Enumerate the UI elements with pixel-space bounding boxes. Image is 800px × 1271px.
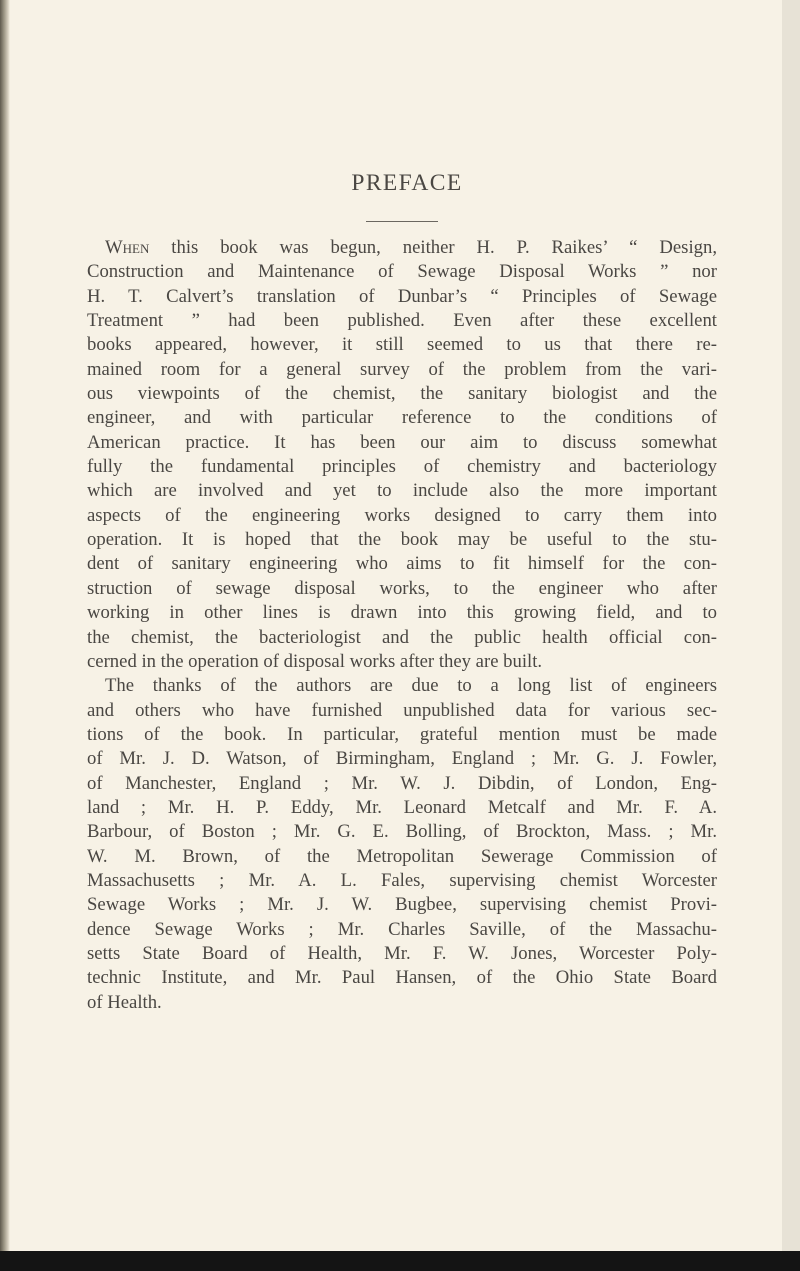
paragraph-1-line: the chemist, the bacteriologist and the public health official con- xyxy=(87,626,717,648)
paragraph-2-line: technic Institute, and Mr. Paul Hansen, of the Ohio State Board xyxy=(87,967,717,989)
paragraph-2-line: W. M. Brown, of the Metropolitan Sewerage Commission of xyxy=(87,845,717,867)
paragraph-2-line: Barbour, of Boston ; Mr. G. E. Bolling, of Brockton, Mass. ; Mr. xyxy=(87,821,717,843)
paragraph-1-line: Construction and Maintenance of Sewage Disposal Works ” nor xyxy=(87,261,717,283)
paragraph-2-line: of Mr. J. D. Watson, of Birmingham, England ; Mr. G. J. Fowler, xyxy=(87,748,717,770)
paragraph-2-line: Massachusetts ; Mr. A. L. Fales, supervising chemist Worcester xyxy=(87,869,717,891)
paragraph-2-line: dence Sewage Works ; Mr. Charles Saville, of the Massachu- xyxy=(87,918,717,940)
paragraph-1-line: engineer, and with particular reference to the conditions of xyxy=(87,407,717,429)
paragraph-2-line: and others who have furnished unpublished data for various sec- xyxy=(87,699,717,721)
paragraph-2 xyxy=(87,674,717,1015)
paragraph-2-line: land ; Mr. H. P. Eddy, Mr. Leonard Metcalf and Mr. F. A. xyxy=(87,796,717,818)
paragraph-1-line: struction of sewage disposal works, to the engineer who after xyxy=(87,577,717,599)
paragraph-2-line: tions of the book. In particular, grateful mention must be made xyxy=(87,723,717,745)
page-left-edge xyxy=(0,0,10,1271)
paragraph-2-line: The thanks of the authors are due to a long list of engineers xyxy=(105,675,717,697)
paragraph-1-line: ous viewpoints of the chemist, the sanitary biologist and the xyxy=(87,383,717,405)
preface-body xyxy=(87,236,717,1015)
paragraph-1-line: working in other lines is drawn into this growing field, and to xyxy=(87,602,717,624)
paragraph-1-line: aspects of the engineering works designed to carry them into xyxy=(87,504,717,526)
paragraph-2-line: setts State Board of Health, Mr. F. W. Jones, Worcester Poly- xyxy=(87,942,717,964)
paragraph-1-line-1 xyxy=(87,236,717,260)
paragraph-1-line: mained room for a general survey of the problem from the vari- xyxy=(87,358,717,380)
preface-title: PREFACE xyxy=(351,170,463,196)
title-rule xyxy=(366,221,438,222)
paragraph-1-line: which are involved and yet to include also the more important xyxy=(87,480,717,502)
paragraph-1-line-1-text: this book was begun, neither H. P. Raikes’ “ Design, xyxy=(149,237,717,258)
paragraph-1 xyxy=(87,236,717,674)
paragraph-1-line: fully the fundamental principles of chemistry and bacteriology xyxy=(87,456,717,478)
paragraph-2-line: of Manchester, England ; Mr. W. J. Dibdin, of London, Eng- xyxy=(87,772,717,794)
paragraph-2-line: Sewage Works ; Mr. J. W. Bugbee, supervising chemist Provi- xyxy=(87,894,717,916)
paragraph-1-line: cerned in the operation of disposal works after they are built. xyxy=(87,650,543,672)
paragraph-1-line: H. T. Calvert’s translation of Dunbar’s “ Principles of Sewage xyxy=(87,285,717,307)
paragraph-1-line: American practice. It has been our aim to discuss somewhat xyxy=(87,431,717,453)
paragraph-1-line: operation. It is hoped that the book may be useful to the stu- xyxy=(87,529,717,551)
paragraph-2-line: of Health. xyxy=(87,991,162,1013)
preface-page xyxy=(87,170,717,1015)
page-right-margin xyxy=(782,0,800,1271)
paragraph-1-line: books appeared, however, it still seemed to us that there re- xyxy=(87,334,717,356)
page-bottom-shadow xyxy=(0,1251,800,1271)
lead-word: When xyxy=(105,237,150,258)
paragraph-1-line: Treatment ” had been published. Even after these excellent xyxy=(87,310,717,332)
paragraph-1-line: dent of sanitary engineering who aims to fit himself for the con- xyxy=(87,553,717,575)
